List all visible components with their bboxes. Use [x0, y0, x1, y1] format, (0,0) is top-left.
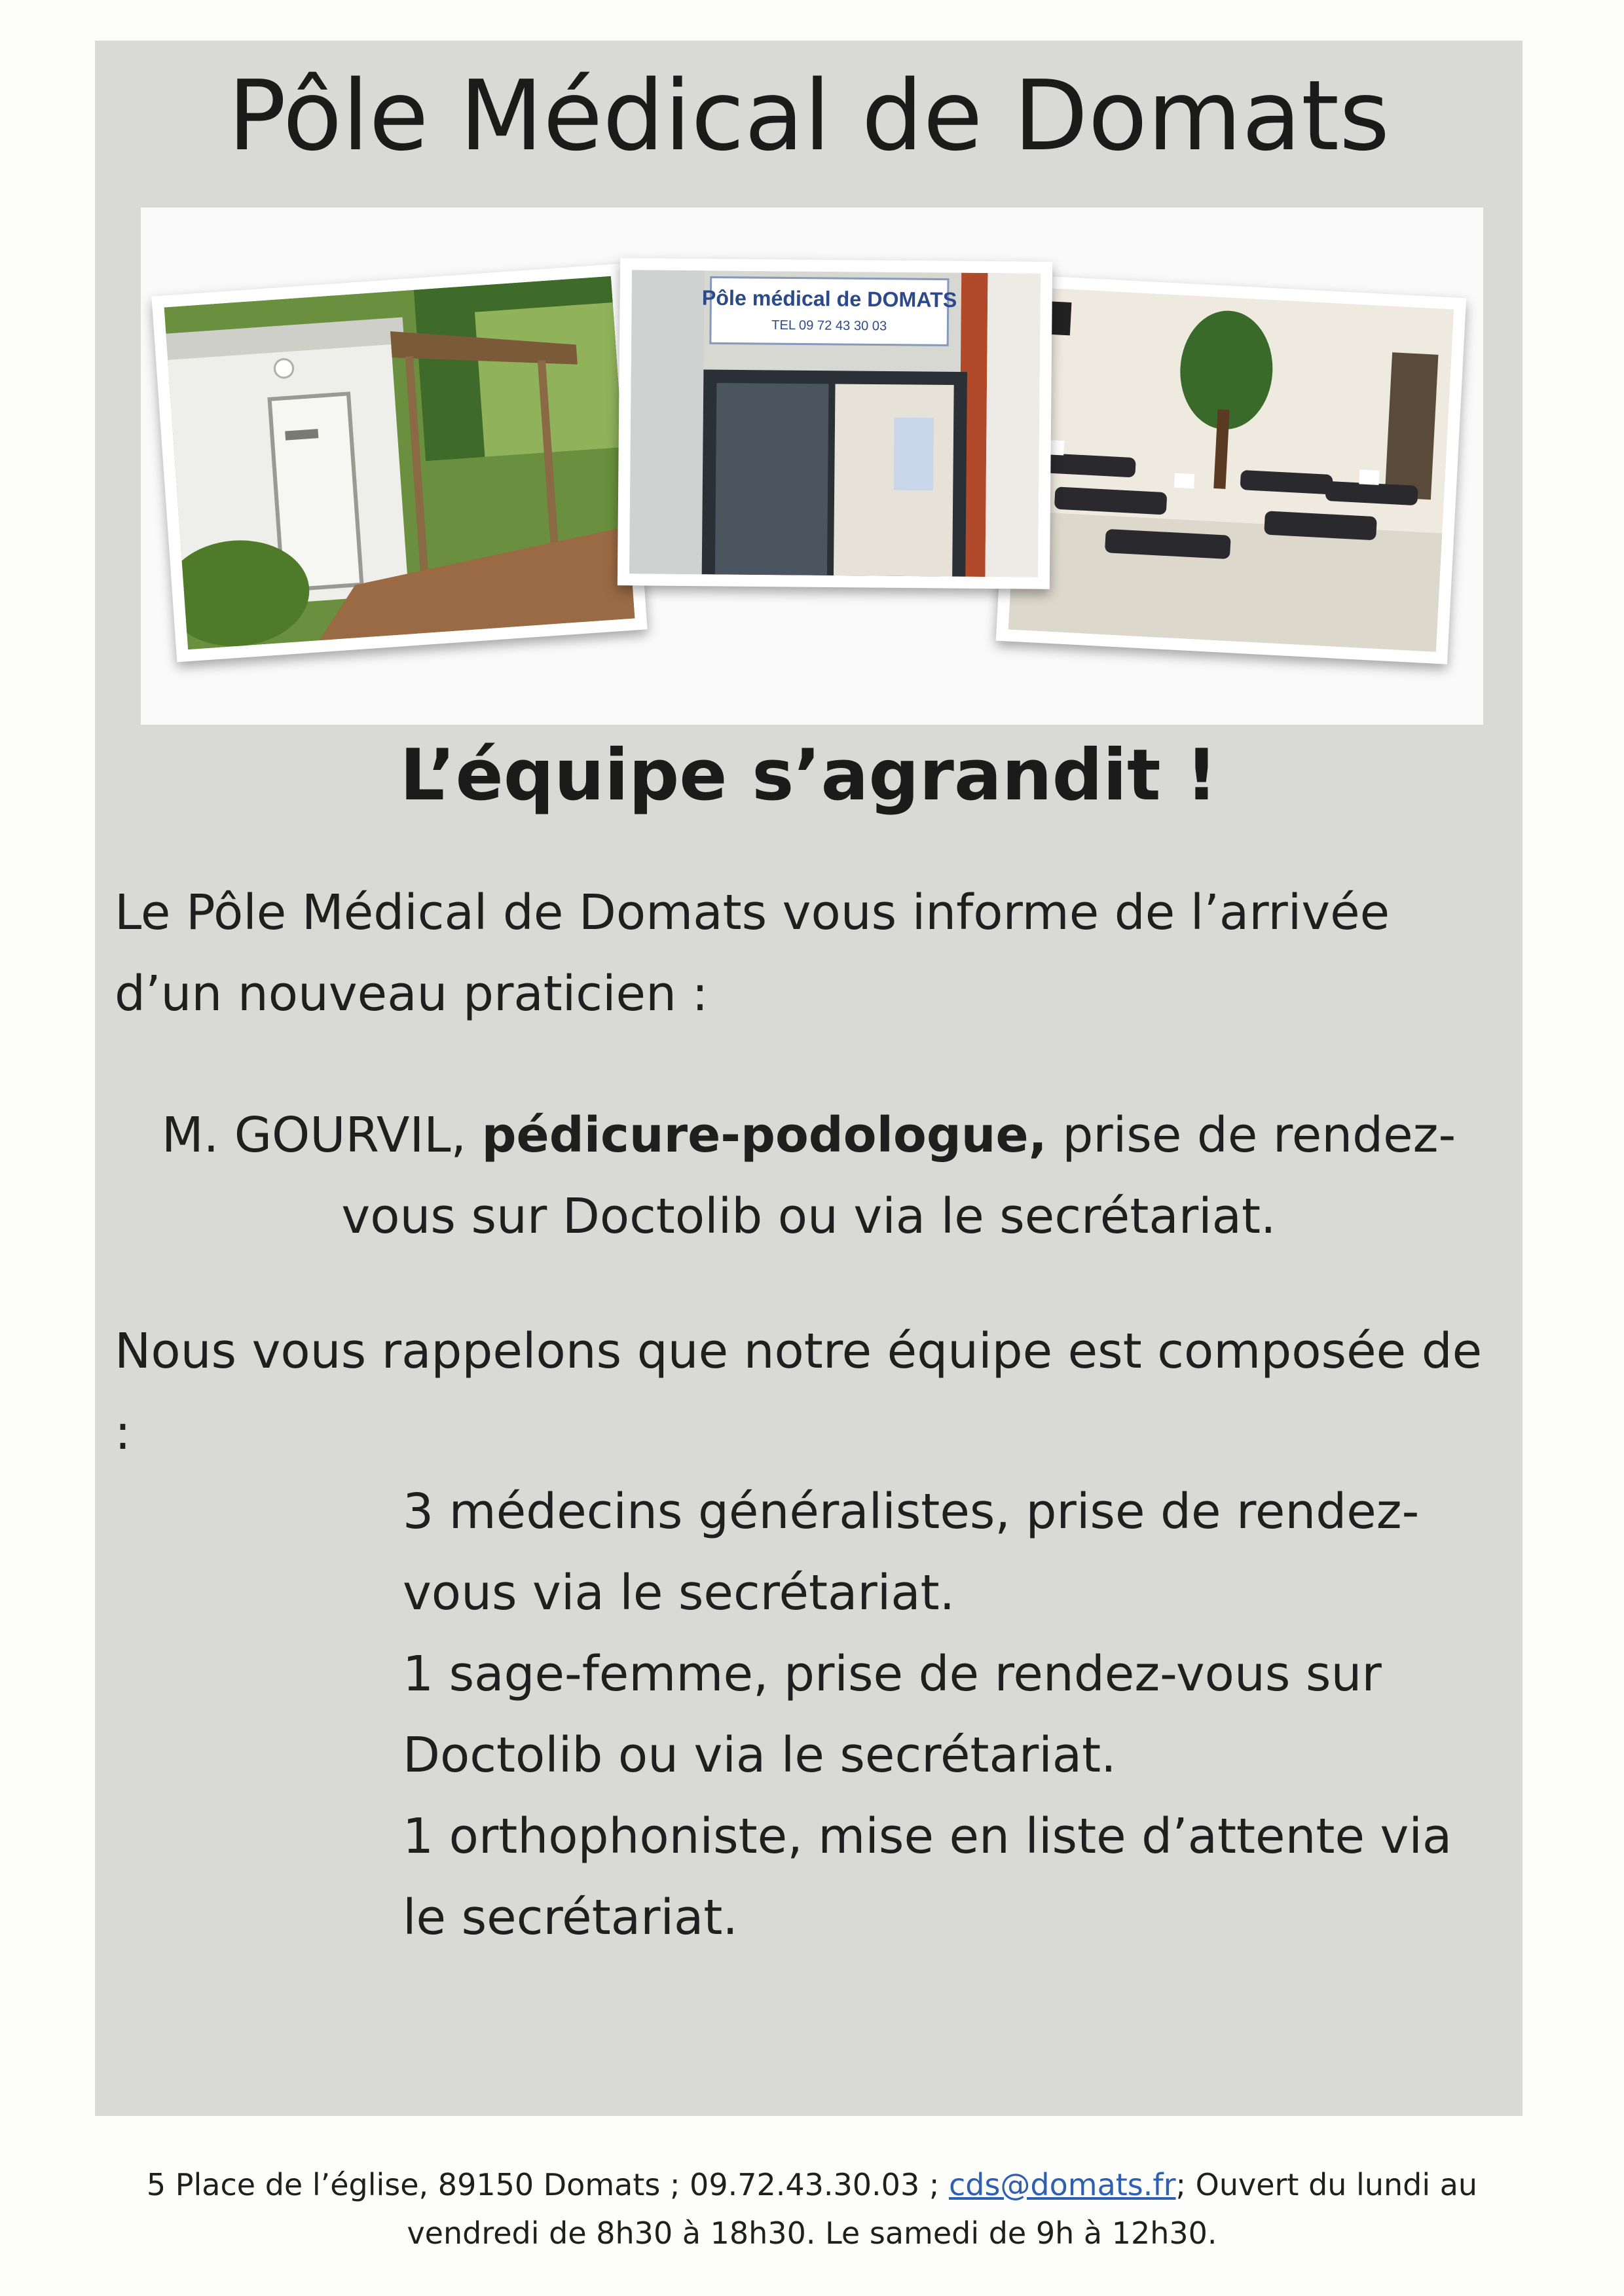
clinic-entrance-image: [629, 270, 1041, 577]
footer-hours: vendredi de 8h30 à 18h30. Le samedi de 9h à 12h30.: [407, 2215, 1217, 2251]
footer-hours-start: ; Ouvert du lundi au: [1175, 2167, 1478, 2202]
clinic-exterior-door-image: [164, 276, 635, 649]
footer-contact: [131, 2160, 1493, 2257]
waiting-room-photo: [996, 274, 1466, 664]
list-item: 1 orthophoniste, mise en liste d’attente via le secrétariat.: [403, 1808, 1452, 1946]
email-link[interactable]: cds@domats.fr: [948, 2167, 1176, 2202]
list-item: 1 sage-femme, prise de rendez-vous sur Doctolib ou via le secrétariat.: [403, 1646, 1382, 1783]
clinic-entrance-sign-photo: [618, 258, 1052, 589]
photo-strip: [141, 208, 1483, 725]
intro-paragraph: Le Pôle Médical de Domats vous informe de l’arrivée d’un nouveau praticien :: [115, 884, 1390, 1022]
announcement-heading: L’équipe s’agrandit !: [399, 735, 1218, 816]
team-reminder-paragraph: Nous vous rappelons que notre équipe est composée de :: [115, 1323, 1483, 1461]
practitioner-details: prise de rendez-vous sur Doctolib ou via le secrétariat.: [341, 1107, 1456, 1245]
practitioner-name: M. GOURVIL,: [161, 1107, 467, 1163]
team-list: [403, 1471, 1503, 1958]
new-practitioner-paragraph: [115, 1095, 1503, 1257]
practitioner-specialty: pédicure-podologue,: [481, 1107, 1047, 1163]
footer-address-phone: 5 Place de l’église, 89150 Domats ; 09.72.43.30.03 ;: [146, 2167, 940, 2202]
sign-title: Pôle médical de DOMATS: [701, 285, 957, 312]
flyer-panel: [95, 41, 1522, 2116]
list-item: 3 médecins généralistes, prise de rendez-vous via le secrétariat.: [403, 1484, 1420, 1621]
clinic-exterior-door-photo: [151, 264, 647, 663]
waiting-room-image: [1008, 287, 1454, 652]
page-title: Pôle Médical de Domats: [227, 60, 1390, 172]
sign-tel: TEL 09 72 43 30 03: [771, 318, 887, 334]
